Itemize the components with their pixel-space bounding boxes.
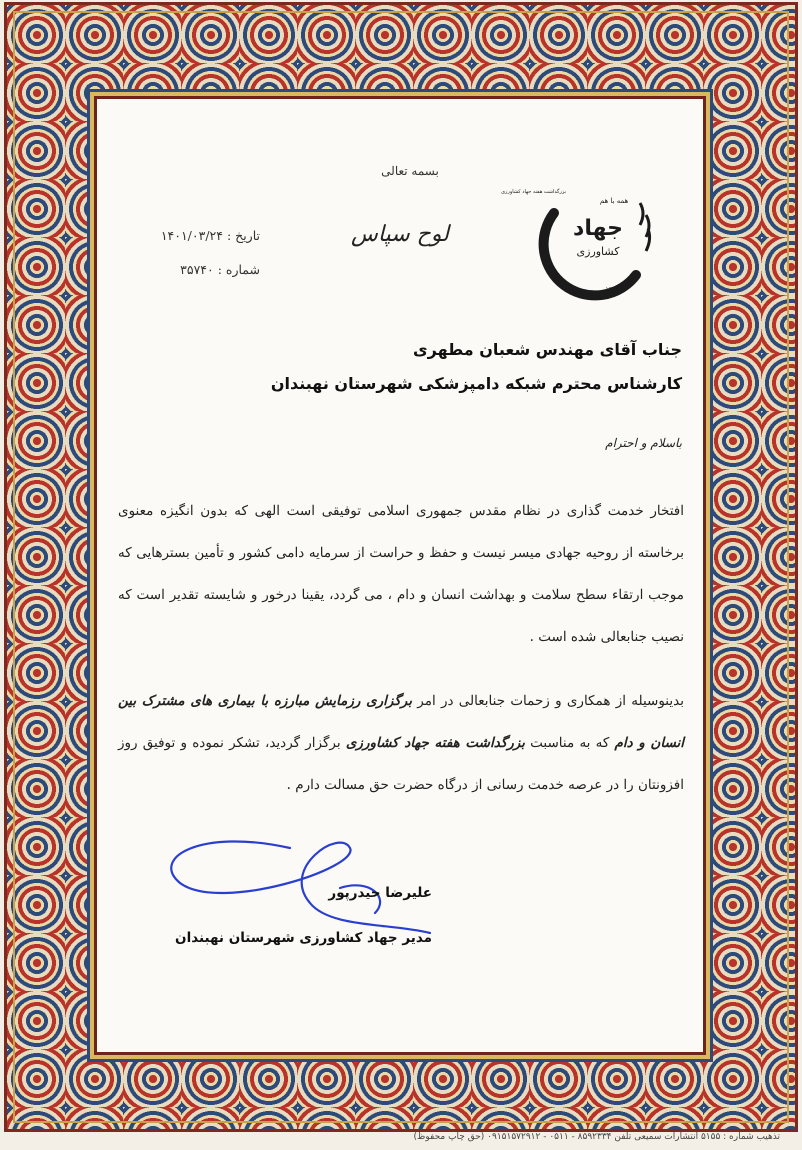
recipient-name: جناب آقای مهندس شعبان مطهری bbox=[412, 340, 682, 359]
paragraph2-text-c: برگزار گردید، تشکر نموده و توفیق روز افزونتان را در عرصه خدمت رسانی از درگاه حضرت حق مسالت دارم . bbox=[118, 735, 684, 793]
body-paragraph-1: افتخار خدمت گذاری در نظام مقدس جمهوری اسلامی توفیقی است الهی که بدون انگیزه معنوی برخاسته از روحیه جهادی میسر نیست و حفظ و حراست از سرمایه دامی کشور و تأمین بسترهایی که موجب ارتقاء سطح سلامت و بهداشت انسان و دام ، می گردد، یقینا درخور و شایسته تقدیر است که نصیب جنابعالی شده است . bbox=[118, 503, 684, 645]
date-label: تاریخ : ۱۴۰۱/۰۳/۲۴ bbox=[160, 228, 260, 243]
signer-role: مدیر جهاد کشاورزی شهرستان نهبندان bbox=[175, 930, 432, 946]
body-paragraph-2 bbox=[118, 680, 684, 806]
logo-main-text: جهاد bbox=[573, 216, 623, 241]
logo-arc-text: بزرگداشت هفته جهاد کشاورزی bbox=[501, 189, 566, 195]
jahad-keshavarzi-logo bbox=[501, 183, 658, 295]
paragraph2-text-a: بدینوسیله از همکاری و زحمات جنابعالی در امر bbox=[412, 693, 684, 709]
number-label: شماره : ۳۵۷۴۰ bbox=[180, 262, 260, 277]
paragraph2-text-b: که به مناسبت bbox=[524, 735, 615, 751]
logo-sub-text: کشاورزی bbox=[576, 245, 620, 258]
recipient-title: کارشناس محترم شبکه دامپزشکی شهرستان نهبندان bbox=[270, 374, 682, 393]
print-footer: تذهیب شماره : ۵۱۵۵ انتشارات سمیعی تلفن ۸۵۹۲۳۳۴ - ۰۵۱۱ - ۰۹۱۵۱۵۷۲۹۱۲ (حق چاپ محفوظ) bbox=[413, 1132, 780, 1142]
certificate-title: لوح سپاس bbox=[351, 222, 449, 247]
paragraph2-bold-1: برگزاری رزمایش مبارزه با بیماری های مشترک بین انسان و دام bbox=[118, 693, 684, 751]
basmala-text: بسمه تعالی bbox=[381, 164, 439, 178]
paragraph2-bold-2: بزرگداشت هفته جهاد کشاورزی bbox=[345, 735, 525, 751]
greeting-text: باسلام و احترام bbox=[605, 436, 682, 450]
signer-name: علیرضا حیدرپور bbox=[328, 885, 432, 901]
logo-year-text: ۱۳۷۱ bbox=[605, 286, 619, 293]
logo-top-text: همه با هم bbox=[599, 197, 629, 205]
logo-emblem bbox=[501, 183, 658, 295]
